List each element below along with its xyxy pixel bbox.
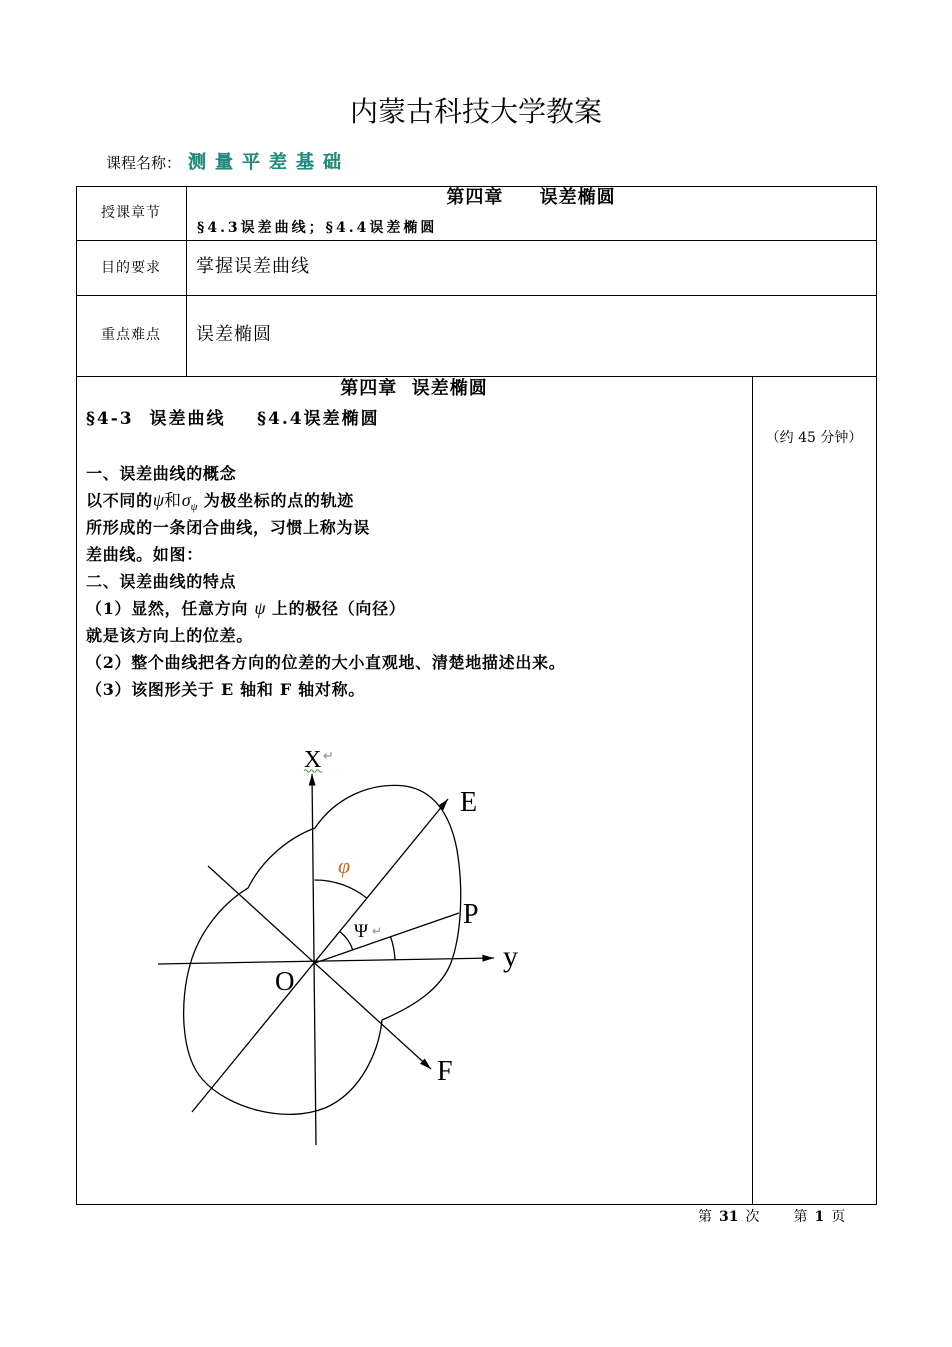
concept-heading: 一、误差曲线的概念 <box>86 464 237 483</box>
document-title: 内蒙古科技大学教案 <box>349 95 602 128</box>
p-to-y-angle-arc <box>391 937 395 961</box>
error-curve-figure <box>150 740 530 1160</box>
page-suffix: 页 <box>831 1209 846 1225</box>
paragraph-mark: ↵ <box>323 748 334 763</box>
feature-item-1-end: 上的极径（向径） <box>265 599 406 618</box>
chapter-title: 第四章 误差椭圆 <box>446 187 616 208</box>
chapter-sections: §4.3误差曲线；§4.4误差椭圆 <box>197 220 438 236</box>
chapter-label: 授课章节 <box>101 205 161 221</box>
paragraph-mark: ↵ <box>372 924 383 938</box>
e-axis-label: E <box>460 787 478 818</box>
session-suffix: 次 <box>745 1209 760 1225</box>
sigma-subscript: ψ <box>190 501 198 513</box>
course-name-label: 课程名称： <box>106 154 182 172</box>
duration-note: （约 45 分钟） <box>765 430 863 446</box>
e-axis <box>192 799 448 1112</box>
course-name: 测量平差基础 <box>188 152 350 173</box>
psi-symbol: ψ <box>152 490 164 510</box>
key-points-value: 误差椭圆 <box>196 324 272 345</box>
psi-symbol: ψ <box>254 598 266 618</box>
page-number: 1 <box>814 1209 825 1225</box>
psi-angle-arc <box>340 932 353 950</box>
row-divider <box>76 240 877 241</box>
concept-line-1-start: 以不同的 <box>86 491 153 510</box>
radius-op-line <box>315 913 459 963</box>
features-heading: 二、误差曲线的特点 <box>86 572 237 591</box>
content-chapter-title: 第四章 误差椭圆 <box>340 378 488 399</box>
content-body <box>86 460 565 703</box>
row-divider <box>76 295 877 296</box>
point-p-label: P <box>463 899 479 930</box>
feature-item-1-continued: 就是该方向上的位差。 <box>86 626 254 645</box>
page-prefix: 第 <box>793 1209 808 1225</box>
conjunction-text: 和 <box>164 491 182 511</box>
feature-item-1 <box>86 595 565 622</box>
row-divider <box>76 376 877 377</box>
origin-label: O <box>275 966 295 996</box>
feature-item-2: （2）整个曲线把各方向的位差的大小直观地、清楚地描述出来。 <box>86 653 566 672</box>
y-axis-label: y <box>503 940 518 973</box>
concept-line-2: 所形成的一条闭合曲线，习惯上称为误 <box>86 518 370 537</box>
page-footer <box>698 1207 845 1227</box>
concept-line-1-end: 为极坐标的点的轨迹 <box>197 491 355 510</box>
concept-line-3: 差曲线。如图： <box>86 545 203 564</box>
objective-label: 目的要求 <box>101 260 161 276</box>
column-divider <box>752 376 753 1205</box>
sigma-psi-symbol <box>181 490 198 513</box>
concept-line-1 <box>86 487 565 514</box>
objective-value: 掌握误差曲线 <box>196 256 310 277</box>
x-axis-label: X <box>304 747 322 773</box>
f-axis-label: F <box>437 1056 453 1087</box>
sigma-symbol: σ <box>181 490 191 510</box>
content-section-heading: §4-3 误差曲线 §4.4误差椭圆 <box>86 409 380 429</box>
feature-item-3: （3）该图形关于 E 轴和 F 轴对称。 <box>86 680 365 699</box>
session-number: 31 <box>719 1209 739 1225</box>
phi-label: φ <box>338 853 351 878</box>
session-prefix: 第 <box>698 1209 712 1225</box>
phi-angle-arc <box>315 880 368 899</box>
x-axis <box>312 774 316 1145</box>
column-divider <box>186 186 187 376</box>
key-points-label: 重点难点 <box>101 327 161 343</box>
feature-item-1-start: （1）显然，任意方向 <box>86 599 255 618</box>
psi-label: Ψ <box>354 921 369 942</box>
f-axis <box>208 866 431 1069</box>
